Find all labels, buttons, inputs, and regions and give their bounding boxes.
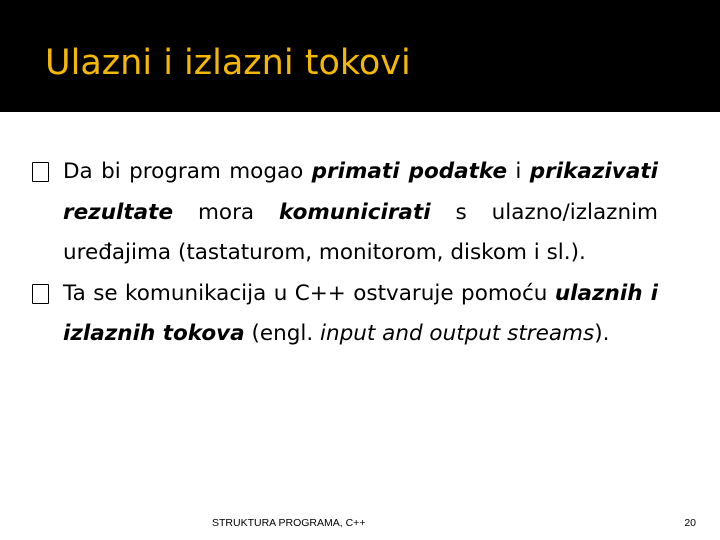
text-run: s ulazno/izlaznim uređajima (tastaturom, monitorom, diskom i sl.). bbox=[63, 199, 658, 265]
text-run: i bbox=[507, 159, 530, 184]
text-run: ). bbox=[594, 321, 610, 346]
text-run: (engl. bbox=[244, 321, 320, 346]
page-number: 20 bbox=[684, 517, 696, 529]
text-run: Da bi program mogao bbox=[63, 159, 312, 184]
slide-body bbox=[32, 152, 658, 355]
italic-input-output-streams: input and output streams bbox=[320, 321, 595, 346]
bullet-paragraph-1 bbox=[32, 152, 658, 274]
footer-text: STRUKTURA PROGRAMA, C++ bbox=[212, 517, 366, 529]
bullet-box-icon bbox=[32, 284, 49, 304]
emphasis-ulaznih-izlaznih-tokova: ulaznih i izlaznih tokova bbox=[63, 280, 658, 346]
emphasis-prikazivati-rezultate: prikazivati rezultate bbox=[63, 159, 658, 225]
slide-title: Ulazni i izlazni tokovi bbox=[45, 43, 411, 83]
emphasis-primati-podatke: primati podatke bbox=[311, 159, 508, 184]
text-run: Ta se komunikacija u C++ ostvaruje pomoću bbox=[63, 280, 555, 306]
bullet-box-icon bbox=[32, 162, 49, 182]
emphasis-komunicirati: komunicirati bbox=[279, 199, 431, 225]
text-run: mora bbox=[173, 199, 280, 225]
bullet-paragraph-2 bbox=[32, 274, 658, 355]
